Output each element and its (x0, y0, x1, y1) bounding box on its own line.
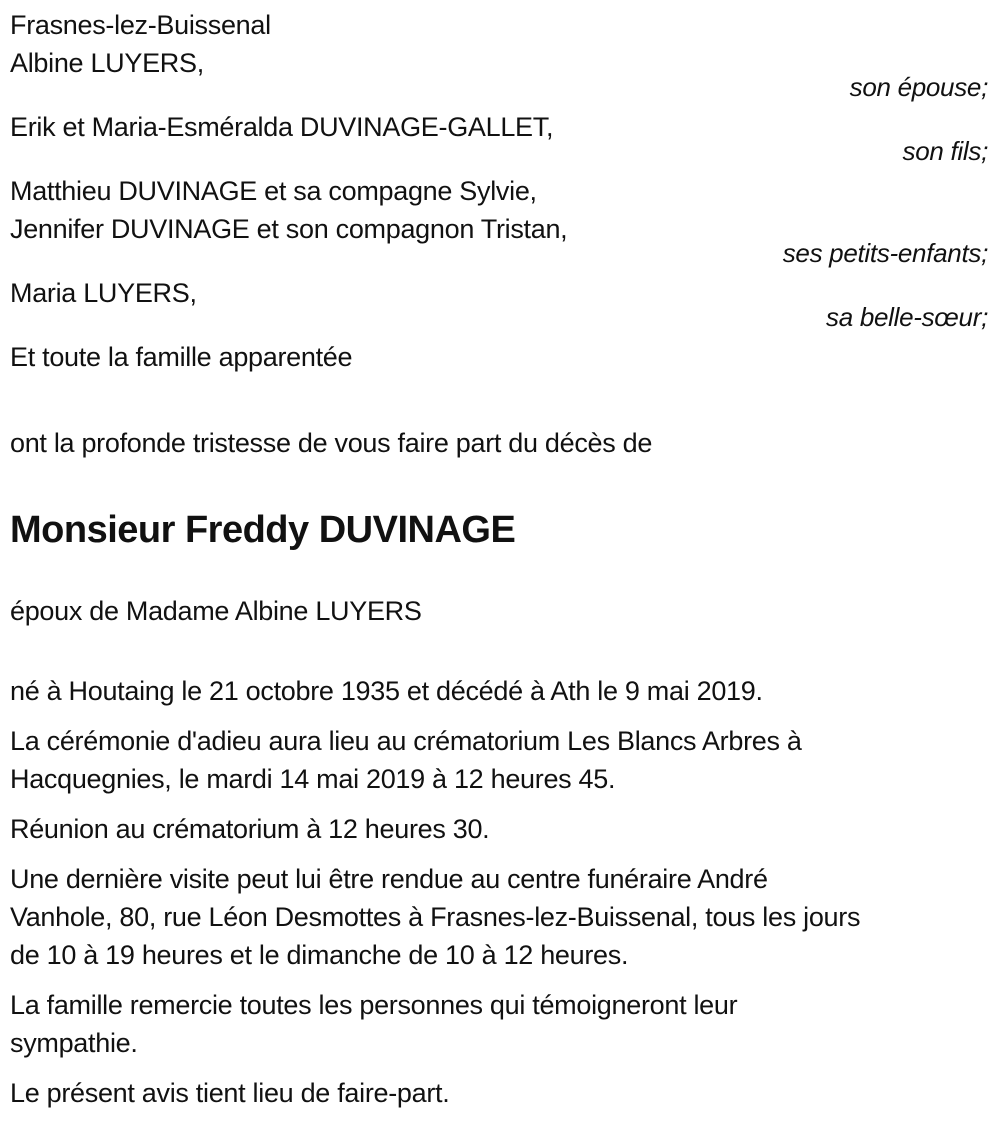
city-line: Frasnes-lez-Buissenal (10, 10, 271, 40)
relation-label: son fils; (902, 136, 988, 166)
spouse-line: époux de Madame Albine LUYERS (10, 596, 422, 626)
paragraph-line: Réunion au crématorium à 12 heures 30. (10, 814, 490, 844)
paragraph-line: Hacquegnies, le mardi 14 mai 2019 à 12 heures 45. (10, 764, 616, 794)
paragraph-line: sympathie. (10, 1028, 138, 1058)
family-list (10, 44, 988, 376)
family-member-line: Et toute la famille apparentée (10, 342, 353, 372)
notice-paragraph (10, 672, 988, 710)
notice-paragraph (10, 860, 988, 974)
family-member-line: Maria LUYERS, (10, 278, 197, 308)
family-member-line: Matthieu DUVINAGE et sa compagne Sylvie, (10, 176, 537, 206)
notice-paragraph (10, 722, 988, 798)
notice-paragraph (10, 986, 988, 1062)
family-member-line: Erik et Maria-Esméralda DUVINAGE-GALLET, (10, 112, 554, 142)
relation-label: ses petits-enfants; (782, 238, 988, 268)
family-member-line: Albine LUYERS, (10, 48, 204, 78)
relation-label: sa belle-sœur; (826, 302, 988, 332)
details-section (10, 672, 988, 1112)
paragraph-line: La famille remercie toutes les personnes qui témoigneront leur (10, 990, 738, 1020)
deceased-name: Monsieur Freddy DUVINAGE (10, 509, 516, 551)
family-member-line: Jennifer DUVINAGE et son compagnon Tristan, (10, 214, 568, 244)
paragraph-line: Une dernière visite peut lui être rendue au centre funéraire André (10, 864, 768, 894)
paragraph-line: Le présent avis tient lieu de faire-part. (10, 1078, 450, 1108)
announcement-intro: ont la profonde tristesse de vous faire part du décès de (10, 428, 653, 458)
paragraph-line: né à Houtaing le 21 octobre 1935 et décédé à Ath le 9 mai 2019. (10, 676, 763, 706)
notice-paragraph (10, 810, 988, 848)
relation-label: son épouse; (849, 72, 988, 102)
paragraph-line: de 10 à 19 heures et le dimanche de 10 à 12 heures. (10, 940, 629, 970)
notice-paragraph (10, 1074, 988, 1112)
paragraph-line: Vanhole, 80, rue Léon Desmottes à Frasnes-lez-Buissenal, tous les jours (10, 902, 861, 932)
paragraph-line: La cérémonie d'adieu aura lieu au crématorium Les Blancs Arbres à (10, 726, 802, 756)
